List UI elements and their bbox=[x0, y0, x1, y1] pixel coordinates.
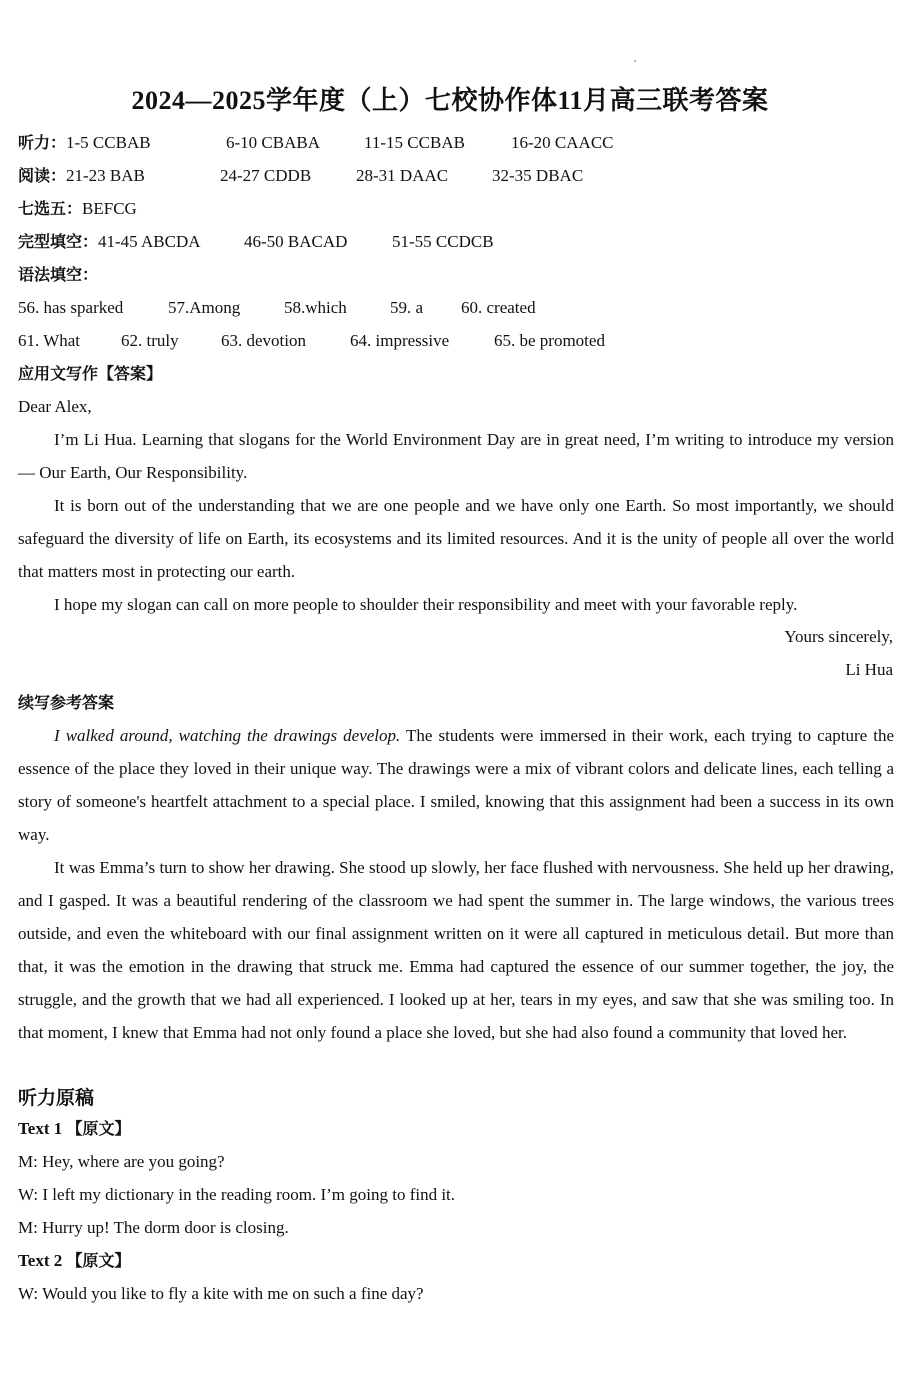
transcript-line: M: Hurry up! The dorm door is closing. bbox=[18, 1218, 289, 1237]
grammar-row-2 bbox=[18, 330, 605, 352]
text1-label: Text 1 bbox=[18, 1119, 63, 1138]
cloze-label: 完型填空： bbox=[18, 232, 99, 251]
transcript-heading: 听力原稿 bbox=[18, 1087, 95, 1109]
reading-label: 阅读： bbox=[18, 166, 67, 185]
letter-salutation: Dear Alex, bbox=[18, 397, 92, 416]
grammar-answer: 60. created bbox=[461, 298, 536, 317]
grammar-answer: 57.Among bbox=[168, 298, 241, 317]
transcript-line: W: I left my dictionary in the reading room. I’m going to find it. bbox=[18, 1185, 456, 1204]
grammar-answer: 63. devotion bbox=[221, 331, 306, 350]
reading-group: 24-27 CDDB bbox=[220, 166, 312, 185]
transcript-line: W: Would you like to fly a kite with me on such a fine day? bbox=[18, 1284, 424, 1303]
reading-group: 28-31 DAAC bbox=[356, 166, 449, 185]
listening-group: 6-10 CBABA bbox=[226, 133, 320, 152]
grammar-answer: 62. truly bbox=[121, 331, 179, 350]
writing-heading-row bbox=[18, 363, 162, 385]
page-title: 2024—2025学年度（上）七校协作体11月高三联考答案 bbox=[131, 86, 769, 115]
listening-group: 16-20 CAACC bbox=[511, 133, 614, 152]
continuation-heading-row bbox=[18, 692, 114, 714]
listening-group: 11-15 CCBAB bbox=[364, 133, 465, 152]
listening-group: 1-5 CCBAB bbox=[66, 133, 151, 152]
transcript-line: M: Hey, where are you going? bbox=[18, 1152, 225, 1171]
cloze-group: 46-50 BACAD bbox=[244, 232, 348, 251]
grammar-answer: 56. has sparked bbox=[18, 298, 124, 317]
listening-answers-row bbox=[18, 132, 614, 154]
letter-signature: Li Hua bbox=[845, 660, 893, 679]
grammar-answer: 61. What bbox=[18, 331, 81, 350]
text2-tag: 【原文】 bbox=[66, 1251, 131, 1270]
text2-label: Text 2 bbox=[18, 1251, 63, 1270]
seven-five-label: 七选五： bbox=[18, 199, 83, 218]
listening-label: 听力： bbox=[18, 133, 67, 152]
text2-heading bbox=[18, 1250, 131, 1272]
cloze-group: 51-55 CCDCB bbox=[392, 232, 494, 251]
cloze-group: 41-45 ABCDA bbox=[98, 232, 201, 251]
cloze-answers-row bbox=[18, 231, 494, 253]
transcript-heading-row bbox=[18, 1086, 94, 1111]
seven-five-value: BEFCG bbox=[82, 199, 137, 218]
scan-speck bbox=[634, 60, 636, 62]
grammar-answer: 65. be promoted bbox=[494, 331, 605, 350]
continuation-paragraph-1-body: The students were immersed in their work, each trying to capture the essence of the place they loved in their unique way. The drawings were a mix of vibrant colors and delicate lines, each telling a story of someone's heartfelt attachment to a special place. I smiled, knowing that this assignment had been a success in its own way. bbox=[18, 726, 894, 844]
reading-group: 21-23 BAB bbox=[66, 166, 145, 185]
continuation-paragraph-1 bbox=[18, 719, 894, 851]
continuation-paragraph-2: It was Emma’s turn to show her drawing. She stood up slowly, her face flushed with nervousness. She held up her drawing, and I gasped. It was a beautiful rendering of the classroom we had spent the summer in. The large windows, the various trees outside, and even the whiteboard with our final assignment written on it were all captured in meticulous detail. But more than that, it was the emotion in the drawing that struck me. Emma had captured the essence of our summer together, the joy, the struggle, and the growth that we had all experienced. I looked up at her, tears in my eyes, and saw that she was smiling too. In that moment, I knew that Emma had not only found a place she loved, but she had also found a community that loved her. bbox=[18, 858, 894, 1042]
letter-paragraph: I’m Li Hua. Learning that slogans for the World Environment Day are in great need, I’m writing to introduce my version — Our Earth, Our Responsibility. bbox=[18, 430, 894, 482]
grammar-answer: 64. impressive bbox=[350, 331, 450, 350]
text1-heading bbox=[18, 1118, 131, 1140]
writing-heading: 应用文写作【答案】 bbox=[18, 364, 163, 383]
reading-answers-row bbox=[18, 165, 583, 187]
seven-five-row bbox=[18, 198, 137, 220]
continuation-heading: 续写参考答案 bbox=[18, 693, 115, 712]
grammar-label-row bbox=[18, 264, 98, 286]
continuation-opening-sentence: I walked around, watching the drawings develop. bbox=[54, 726, 401, 745]
reading-group: 32-35 DBAC bbox=[492, 166, 584, 185]
text1-tag: 【原文】 bbox=[66, 1119, 131, 1138]
grammar-answer: 59. a bbox=[390, 298, 424, 317]
grammar-answer: 58.which bbox=[284, 298, 347, 317]
letter-closing: Yours sincerely, bbox=[784, 627, 893, 646]
grammar-label: 语法填空： bbox=[18, 265, 99, 284]
grammar-row-1 bbox=[18, 297, 536, 319]
letter-paragraph: It is born out of the understanding that we are one people and we have only one Earth. So most importantly, we should safeguard the diversity of life on Earth, its ecosystems and its limited resources. And it is the unity of people all over the world that matters most in protecting our earth. bbox=[18, 496, 894, 581]
letter-paragraph: I hope my slogan can call on more people to shoulder their responsibility and meet with your favorable reply. bbox=[54, 595, 798, 614]
